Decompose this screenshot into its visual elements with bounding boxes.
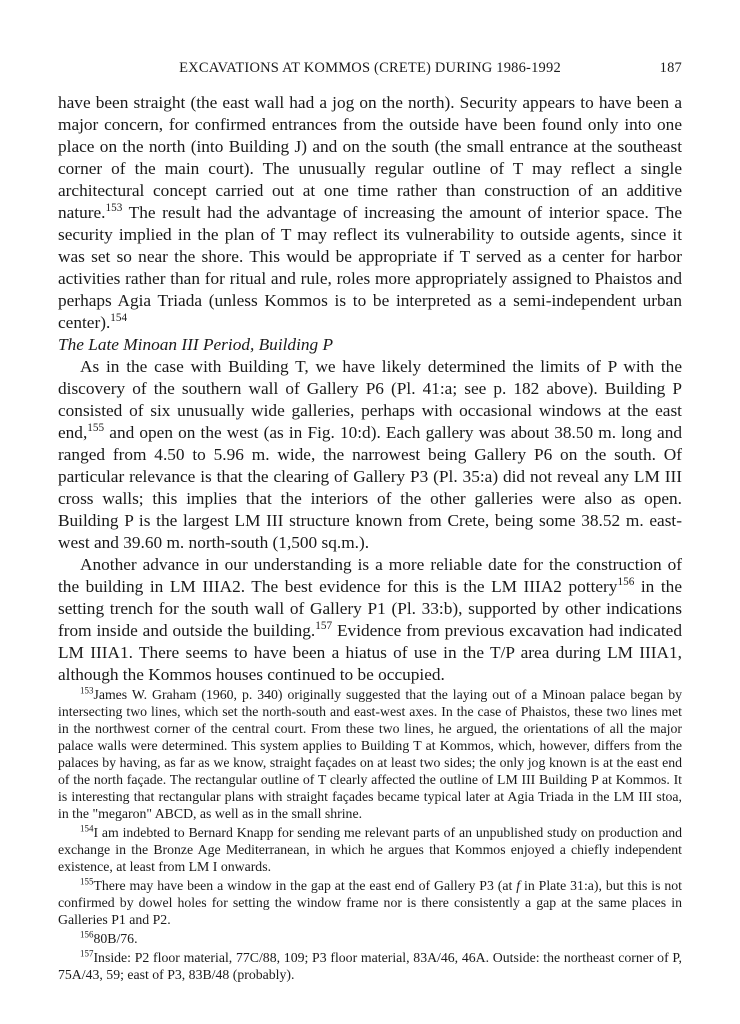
paragraph-3-text-c: Evidence from previous excavation had indicated LM IIIA1. There seems to have been a hiatus of use in the T/P area during LM IIIA1, although the Kommos houses continued to be occupied. — [58, 621, 682, 684]
footnote-154 — [58, 824, 682, 875]
paragraph-1 — [58, 92, 682, 334]
footnote-ref-154[interactable]: 154 — [110, 312, 128, 325]
footnote-number: 153 — [80, 685, 94, 696]
footnote-number: 156 — [80, 929, 94, 940]
footnote-153 — [58, 686, 682, 822]
paragraph-1-text-a: have been straight (the east wall had a jog on the north). Security appears to have been a major concern, for confirmed entrances from the outside have been found only into one place on the north (into Building J) and on the south (the small entrance at the southeast corner of the main court). The unusually regular outline of T may reflect a single architectural concept carried out at one time rather than construction of an additive nature. — [58, 93, 682, 222]
footnote-ref-155[interactable]: 155 — [87, 422, 105, 435]
footnote-text: I am indebted to Bernard Knapp for sending me relevant parts of an unpublished study on production and exchange in the Bronze Age Mediterranean, in which he argues that Kommos enjoyed a chiefly independent existence, at least from LM I onwards. — [58, 825, 682, 874]
footnote-number: 157 — [80, 948, 94, 959]
paragraph-3 — [58, 554, 682, 686]
footnote-text-b: in Plate 31:a), but this is not confirmed by dowel holes for setting the window frame nor is there consistently a gap at the same places in Galleries P1 and P2. — [58, 878, 682, 927]
footnote-text: Inside: P2 floor material, 77C/88, 109; P3 floor material, 83A/46, 46A. Outside: the northeast corner of P, 75A/43, 59; east of P3, 83B/48 (probably). — [58, 950, 682, 982]
footnote-number: 155 — [80, 876, 94, 887]
paragraph-3-text-a: Another advance in our understanding is a more reliable date for the construction of the building in LM IIIA2. The best evidence for this is the LM IIIA2 pottery — [58, 555, 682, 596]
footnote-number: 154 — [80, 823, 94, 834]
footnote-text: 80B/76. — [93, 931, 138, 946]
paragraph-3-text-b: in the setting trench for the south wall of Gallery P1 (Pl. 33:b), supported by other indications from inside and outside the building. — [58, 577, 682, 640]
footnote-text-a: There may have been a window in the gap at the east end of Gallery P3 (at — [93, 878, 517, 893]
running-header — [58, 60, 682, 82]
footnote-ref-157[interactable]: 157 — [315, 620, 333, 633]
footnote-ref-153[interactable]: 153 — [105, 202, 123, 215]
paragraph-2-text-a: As in the case with Building T, we have likely determined the limits of P with the discovery of the southern wall of Gallery P6 (Pl. 41:a; see p. 182 above). Building P consisted of six unusually wide galleries, perhaps with occasional windows at the east end, — [58, 357, 682, 442]
footnote-157 — [58, 949, 682, 983]
paragraph-1-text-b: The result had the advantage of increasing the amount of interior space. The security implied in the plan of T may reflect its vulnerability to outside agents, since it was set so near the shore. This would be appropriate if T served as a center for harbor activities rather than for ritual and rule, roles more appropriately assigned to Phaistos and perhaps Agia Triada (unless Kommos is to be interpreted as a semi-independent urban center). — [58, 203, 682, 332]
paragraph-2-text-b: and open on the west (as in Fig. 10:d). Each gallery was about 38.50 m. long and ranged from 4.50 to 5.96 m. wide, the narrowest being Gallery P6 on the south. Of particular relevance is that the clearing of Gallery P3 (Pl. 35:a) did not reveal any LM III cross walls; this implies that the interiors of the other galleries were also as open. Building P is the largest LM III structure known from Crete, being some 38.52 m. east-west and 39.60 m. north-south (1,500 sq.m.). — [58, 423, 682, 552]
footnote-156 — [58, 930, 682, 947]
footnote-italic-letter: f — [516, 878, 521, 893]
footnote-text: James W. Graham (1960, p. 340) originally suggested that the laying out of a Minoan palace began by intersecting two lines, which set the north-south and east-west axes. In the case of Phaistos, these two lines met in the northwest corner of the central court. From these two lines, he argued, the orientations of all the major palace walls were determined. This system applies to Building T at Kommos, which, however, differs from the palaces by having, as far as we know, straight façades on at least two sides; the only jog known is at the east end of the north façade. The rectangular outline of T clearly affected the outline of LM III Building P at Kommos. It is interesting that rectangular plans with straight façades became typical later at Agia Triada in the LM III stoa, in the "megaron" ABCD, as well as in the small shrine. — [58, 687, 682, 821]
footnote-ref-156[interactable]: 156 — [617, 576, 635, 589]
page-number: 187 — [659, 60, 682, 76]
main-text — [58, 92, 682, 686]
section-heading: The Late Minoan III Period, Building P — [58, 335, 334, 354]
footnotes — [58, 686, 682, 985]
running-title: EXCAVATIONS AT KOMMOS (CRETE) DURING 1986-1992 — [179, 60, 561, 76]
paragraph-2 — [58, 356, 682, 554]
footnote-155 — [58, 877, 682, 928]
